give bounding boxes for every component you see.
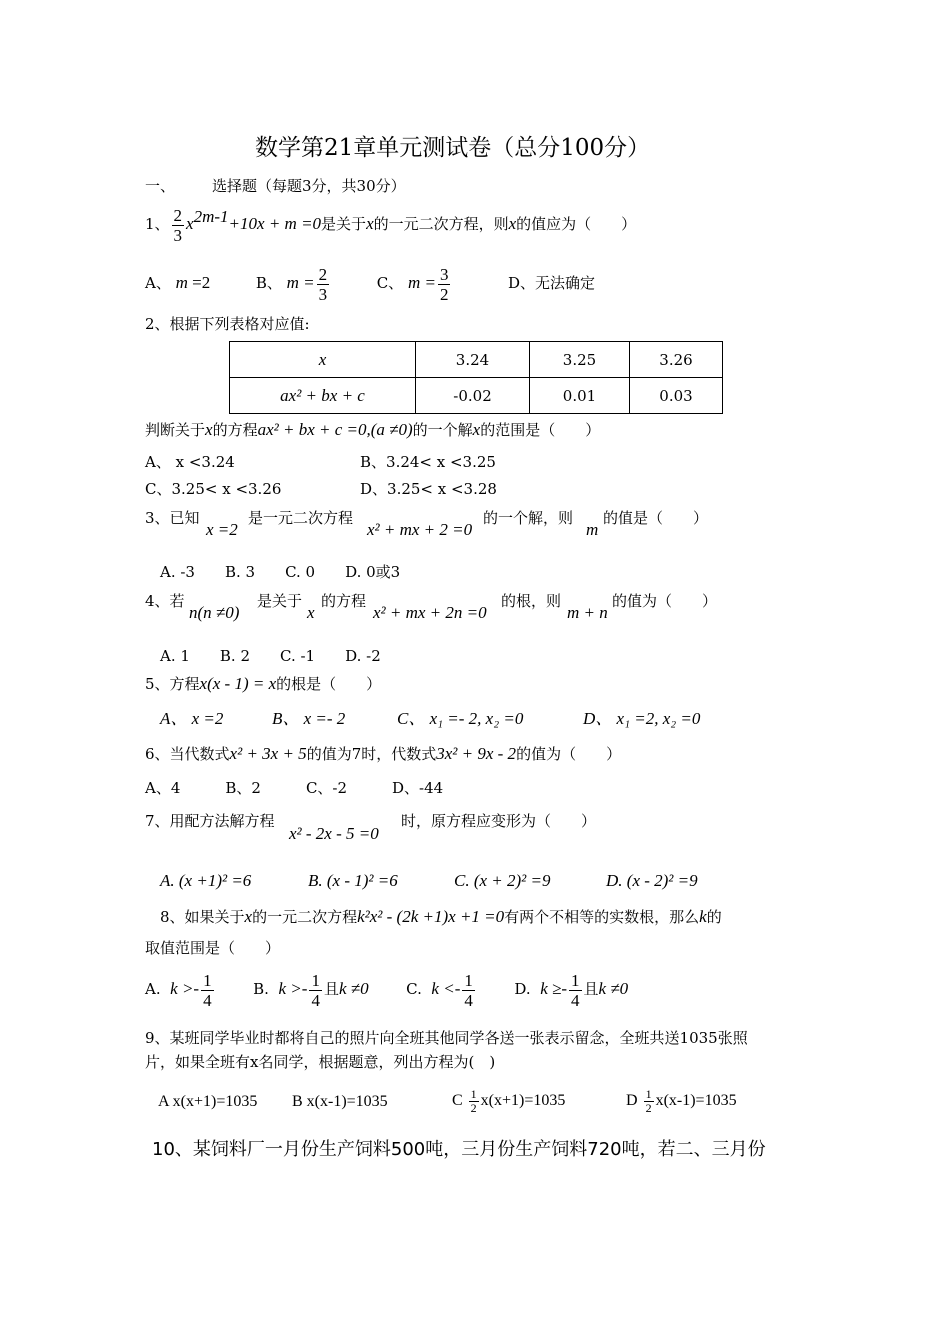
q9-option-b: B x(x-1)=1035 xyxy=(292,1093,388,1110)
table-cell: 3.25 xyxy=(530,342,630,378)
q2-option-b: B、3.24< x <3.25 xyxy=(360,453,496,471)
table-cell: 3.24 xyxy=(416,342,530,378)
q3-eq1: x =2 xyxy=(206,520,238,539)
table-cell: -0.02 xyxy=(416,378,530,414)
question-6: 6、当代数式x² + 3x + 5的值为7时，代数式3x² + 9x - 2的值为（ ） xyxy=(145,744,622,763)
q5-option-c: C、 x₁ =- 2, x₂ =0 xyxy=(397,709,524,728)
q1-number: 1、 xyxy=(145,215,170,233)
table-header-expr: ax² + bx + c xyxy=(230,378,416,414)
q3-text: 是一元二次方程 xyxy=(248,509,354,527)
question-7: 7、用配方法解方程 xyxy=(145,812,275,830)
q2-option-d: D、3.25< x <3.28 xyxy=(360,480,497,498)
table-header-x: x xyxy=(230,342,416,378)
q9-line2: 片，如果全班有x名同学，根据题意，列出方程为( ) xyxy=(145,1053,496,1071)
q9-option-c: C $\frac{1}{2}$ x(x+1)=1035 xyxy=(452,1086,566,1115)
table-cell: 3.26 xyxy=(630,342,723,378)
q8-option-a: A. k >- $\frac{1}{4}$ xyxy=(145,970,212,1010)
question-1: 1、 $\frac{2}{3}$ $x^{2m-1}+10x + m =0$是关于x的一元二次方程，则x的值应为（ ） xyxy=(145,205,637,245)
q7-option-c: C. (x + 2)² =9 xyxy=(454,871,551,890)
q9-option-a: A x(x+1)=1035 xyxy=(158,1093,258,1110)
q1-option-c: C、 m = $\frac{3}{2}$ xyxy=(376,264,449,304)
table-row xyxy=(230,342,723,378)
q2-option-c: C、3.25< x <3.26 xyxy=(145,480,282,498)
q2-stem: 判断关于x的方程ax² + bx + c =0,(a ≠0)的一个解x的范围是（ ） xyxy=(145,420,601,439)
section-number: 一、 xyxy=(145,177,176,195)
question-2: 2、根据下列表格对应值: xyxy=(145,315,310,333)
q8-options xyxy=(145,965,628,1013)
q4-text2: 的方程 xyxy=(321,592,367,610)
q1-options xyxy=(145,259,595,307)
value-table xyxy=(229,341,723,414)
q3-text2: 的一个解，则 xyxy=(483,509,574,527)
q1-fraction: $\frac{2}{3}$ xyxy=(173,205,183,245)
q7-option-b: B. (x - 1)² =6 xyxy=(308,871,398,890)
q1-option-a: A、 m =2 xyxy=(145,273,211,292)
q8-line2: 取值范围是（ ） xyxy=(145,939,281,957)
q2-option-a: A、 x <3.24 xyxy=(145,453,235,471)
question-9: 9、某班同学毕业时都将自己的照片向全班其他同学各送一张表示留念，全班共送1035张照 xyxy=(145,1029,748,1047)
question-3: 3、已知 xyxy=(145,509,200,527)
q1-option-b: B、 m = $\frac{2}{3}$ xyxy=(255,264,328,304)
q4-eq3: m + n xyxy=(567,603,608,622)
q4-text3: 的根，则 xyxy=(501,592,562,610)
q7-option-a: A. (x +1)² =6 xyxy=(160,871,252,890)
q4-text: 是关于 xyxy=(257,592,303,610)
q5-option-a: A、 x =2 xyxy=(160,709,224,728)
table-cell: 0.03 xyxy=(630,378,723,414)
q7-eq: x² - 2x - 5 =0 xyxy=(289,824,379,843)
q7-text: 时，原方程应变形为（ ） xyxy=(401,812,597,830)
table-row xyxy=(230,378,723,414)
q3-var: m xyxy=(586,520,599,539)
question-4: 4、若 xyxy=(145,592,185,610)
q5-option-d: D、 x₁ =2, x₂ =0 xyxy=(583,709,701,728)
q4-text4: 的值为（ ） xyxy=(612,592,718,610)
q4-eq2: x² + mx + 2n =0 xyxy=(373,603,487,622)
q3-options: A. -3 B. 3 C. 0 D. 0或3 xyxy=(160,563,401,581)
q9-option-d: D $\frac{1}{2}$ x(x-1)=1035 xyxy=(626,1086,737,1115)
q4-eq1: n(n ≠0) xyxy=(189,603,240,622)
question-8: 8、如果关于x的一元二次方程k²x² - (2k +1)x +1 =0有两个不相等的实数根，那么k的 xyxy=(160,907,722,926)
q7-option-d: D. (x - 2)² =9 xyxy=(606,871,698,890)
q1-option-d: D、无法确定 xyxy=(508,274,596,292)
q5-option-b: B、 x =- 2 xyxy=(272,709,346,728)
q4-options: A. 1 B. 2 C. -1 D. -2 xyxy=(160,647,381,665)
q4-var: x xyxy=(307,603,315,622)
section-heading: 选择题（每题3分，共30分） xyxy=(212,177,406,195)
q3-text3: 的值是（ ） xyxy=(603,509,709,527)
q6-options: A、4 B、2 C、-2 D、-44 xyxy=(145,779,444,797)
q8-option-d: D. k ≥- $\frac{1}{4}$ 且k ≠0 xyxy=(514,970,629,1010)
table-cell: 0.01 xyxy=(530,378,630,414)
page-title: 数学第21章单元测试卷（总分100分） xyxy=(255,135,651,161)
q3-eq2: x² + mx + 2 =0 xyxy=(367,520,473,539)
q8-option-b: B. k >- $\frac{1}{4}$ 且k ≠0 xyxy=(253,970,369,1010)
question-5: 5、方程x(x - 1) = x的根是（ ） xyxy=(145,674,382,693)
question-10: 10、某饲料厂一月份生产饲料500吨，三月份生产饲料720吨，若二、三月份 xyxy=(152,1139,766,1160)
q8-option-c: C. k <- $\frac{1}{4}$ xyxy=(406,970,473,1010)
